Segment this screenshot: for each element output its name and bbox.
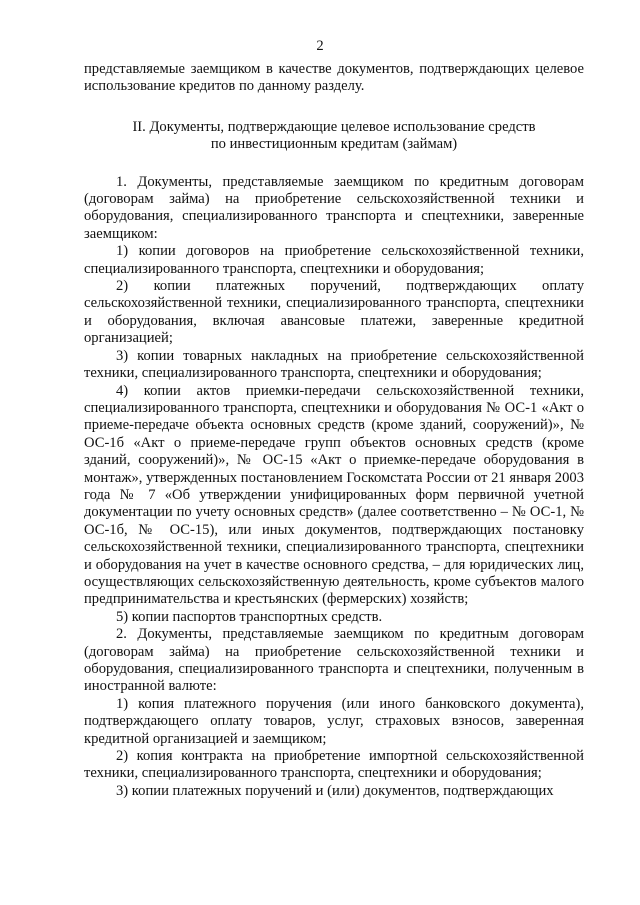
paragraph-1-item-1: 1) копии договоров на приобретение сельскохозяйственной техники, специализированного транспорта, спецтехники и оборудования; — [84, 243, 584, 277]
paragraph-1-item-3: 3) копии товарных накладных на приобретение сельскохозяйственной техники, специализированного транспорта, спецтехники и оборудования; — [84, 347, 584, 382]
section-heading — [84, 119, 584, 154]
paragraph-2-item-1: 1) копия платежного поручения (или иного банковского документа), подтверждающего оплату товаров, услуг, страховых взносов, заверенная кредитной организацией и заемщиком; — [84, 695, 584, 747]
page-number: 2 — [316, 38, 324, 54]
intro-paragraph: представляемые заемщиком в качестве документов, подтверждающих целевое использование кредитов по данному разделу. — [84, 61, 584, 95]
paragraph-2: 2. Документы, представляемые заемщиком по кредитным договорам (договорам займа) на приобретение сельскохозяйственной техники и оборудования, специализированного транспорта и спецтехники, полученным в иностранной валюте: — [84, 626, 584, 695]
paragraph-2-item-3: 3) копии платежных поручений и (или) документов, подтверждающих — [116, 782, 554, 799]
paragraph-1: 1. Документы, представляемые заемщиком по кредитным договорам (договорам займа) на приобретение сельскохозяйственной техники и оборудования, специализированного транспорта и спецтехники, заверенные заемщиком: — [84, 173, 584, 242]
paragraph-1-item-4: 4) копии актов приемки-передачи сельскохозяйственной техники, специализированного транспорта, спецтехники и оборудования № ОС-1 «Акт о приеме-передаче объекта основных средств (кроме зданий, сооружений)», № ОС-1б «Акт о приеме-передаче групп объектов основных средств (кроме зданий, сооружений)», № ОС-15 «Акт о приемке-передаче оборудования в монтаж», утвержденных постановлением Госкомстата России от 21 января 2003 года № 7 «Об утверждении унифицированных форм первичной учетной документации по учету основных средств» (далее соответственно – № ОС-1, № ОС-1б, № ОС-15), или иных документов, подтверждающих постановку сельскохозяйственной техники, специализированного транспорта, спецтехники и оборудования на учет в качестве основного средства, – для юридических лиц, осуществляющих сельскохозяйственную деятельность, кроме субъектов малого предпринимательства и крестьянских (фермерских) хозяйств; — [84, 382, 584, 608]
document-body — [84, 61, 584, 800]
paragraph-2-item-2: 2) копия контракта на приобретение импортной сельскохозяйственной техники, специализированного транспорта, спецтехники и оборудования; — [84, 748, 584, 782]
paragraph-1-item-5: 5) копии паспортов транспортных средств. — [116, 608, 383, 625]
paragraph-1-item-2: 2) копии платежных поручений, подтверждающих оплату сельскохозяйственной техники, специализированного транспорта, спецтехники и оборудования, включая авансовые платежи, заверенные кредитной организацией; — [84, 278, 584, 347]
section-heading-line-2: по инвестиционным кредитам (займам) — [210, 136, 458, 153]
section-heading-line-1: II. Документы, подтверждающие целевое использование средств — [132, 118, 536, 135]
